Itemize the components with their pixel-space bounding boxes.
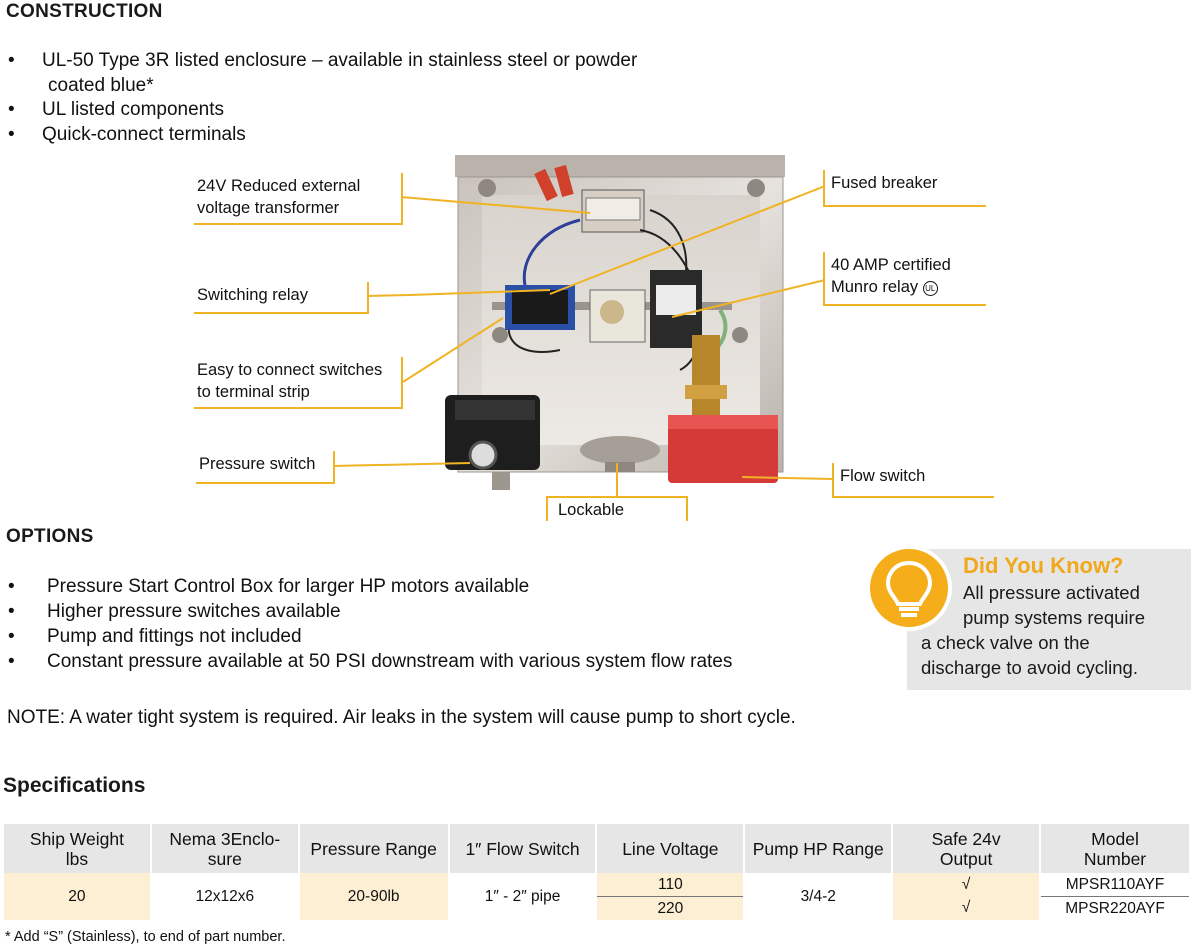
- column-header: Ship Weight lbs: [4, 824, 151, 873]
- footnote: * Add “S” (Stainless), to end of part number.: [5, 929, 286, 945]
- cell-ship-weight: 20: [4, 873, 151, 920]
- cell-flow-switch: 1″ - 2″ pipe: [449, 873, 597, 920]
- table-header-row: [4, 824, 1190, 873]
- did-you-know-line: All pressure activated: [963, 582, 1140, 603]
- list-item: • Higher pressure switches available: [8, 601, 341, 622]
- cell-voltage: 110: [596, 873, 744, 897]
- list-item: • Constant pressure available at 50 PSI downstream with various system flow rates: [8, 651, 733, 672]
- options-heading: OPTIONS: [6, 526, 94, 547]
- callout-flow-switch: Flow switch: [832, 463, 994, 498]
- column-header: Model Number: [1040, 824, 1190, 873]
- construction-heading: CONSTRUCTION: [6, 1, 163, 22]
- column-header: Line Voltage: [596, 824, 744, 873]
- callout-terminal-strip: Easy to connect switches to terminal strip: [194, 357, 403, 409]
- options-list: [2, 574, 862, 674]
- cell-safe-output: √: [892, 897, 1040, 921]
- cell-pressure-range: 20-90lb: [299, 873, 449, 920]
- list-item: • UL listed components: [8, 99, 225, 120]
- cell-model: MPSR110AYF: [1040, 873, 1190, 897]
- ul-mark-icon: UL: [923, 281, 938, 296]
- specifications-table: [4, 824, 1191, 920]
- callout-fused-breaker: Fused breaker: [823, 170, 986, 207]
- did-you-know-line: pump systems require: [963, 607, 1145, 628]
- cell-voltage: 220: [596, 897, 744, 921]
- list-item: coated blue*: [48, 74, 154, 96]
- callout-pressure-switch: Pressure switch: [196, 451, 335, 484]
- column-header: Nema 3Enclo- sure: [151, 824, 299, 873]
- lightbulb-icon: [866, 545, 952, 631]
- callout-lockable: Lockable: [546, 496, 688, 521]
- cell-safe-output: √: [892, 873, 1040, 897]
- did-you-know-title: Did You Know?: [963, 553, 1124, 578]
- callout-switching-relay: Switching relay: [194, 282, 369, 314]
- cell-hp-range: 3/4-2: [744, 873, 892, 920]
- list-item: • Pump and fittings not included: [8, 626, 302, 647]
- list-item: • Pressure Start Control Box for larger HP motors available: [8, 576, 530, 597]
- did-you-know-line: a check valve on the: [921, 632, 1090, 653]
- cell-model: MPSR220AYF: [1040, 897, 1190, 921]
- list-item: • UL-50 Type 3R listed enclosure – available in stainless steel or powder: [8, 50, 638, 71]
- column-header: Safe 24v Output: [892, 824, 1040, 873]
- column-header: Pump HP Range: [744, 824, 892, 873]
- did-you-know-line: discharge to avoid cycling.: [921, 657, 1138, 678]
- table-row: [4, 873, 1190, 897]
- cell-enclosure: 12x12x6: [151, 873, 299, 920]
- callout-munro-relay: 40 AMP certified Munro relay UL: [823, 252, 986, 306]
- column-header: Pressure Range: [299, 824, 449, 873]
- list-item: • Quick-connect terminals: [8, 123, 246, 145]
- note-text: NOTE: A water tight system is required. Air leaks in the system will cause pump to short cycle.: [7, 707, 796, 728]
- column-header: 1″ Flow Switch: [449, 824, 597, 873]
- callout-transformer: 24V Reduced external voltage transformer: [194, 173, 403, 225]
- specifications-title: Specifications: [3, 774, 146, 797]
